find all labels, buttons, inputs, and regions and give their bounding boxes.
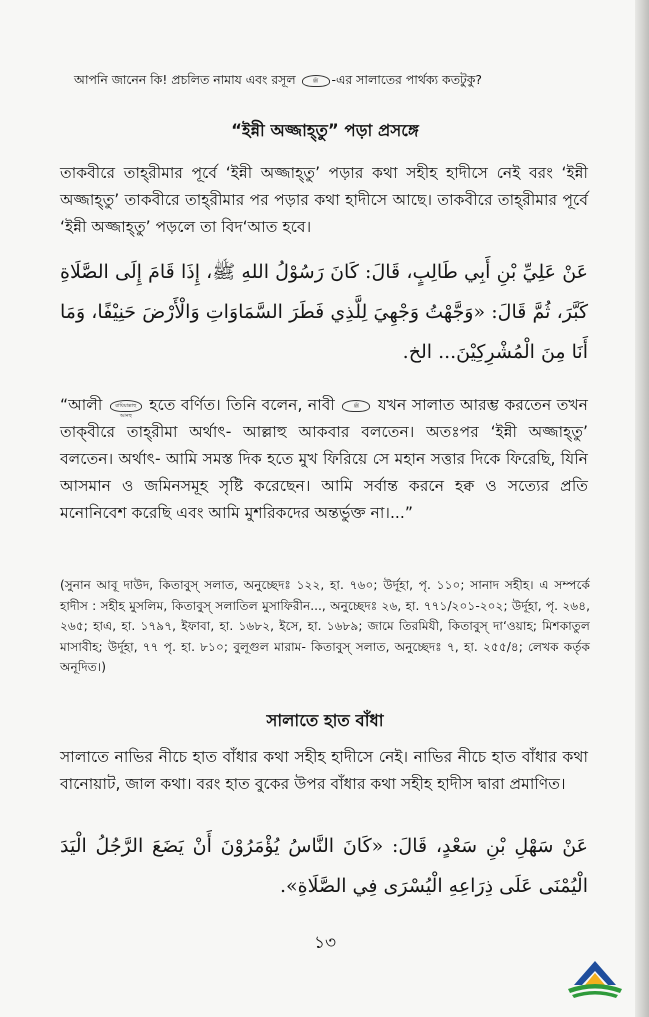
arabic-hadith-text-2: عَنْ سَهْلِ بْنِ سَعْدٍ، قَالَ: «كَانَ النَّاسُ يُؤْمَرُوْنَ أَنْ يَضَعَ الرَّجُلُ الْيَدَ الْيُمْنَى عَلَى ذِرَاعِهِ الْيُسْرَى فِي الصَّلَاةِ». <box>60 835 588 897</box>
arabic-hadith-text: عَنْ عَلِيِّ بْنِ أَبِي طَالِبٍ، قَالَ: كَانَ رَسُوْلُ اللهِ ﷺ، إِذَا قَامَ إِلَى الصَّلَاةِ كَبَّرَ، ثُمَّ قَالَ: «وَجَّهْتُ وَجْهِيَ لِلَّذِي فَطَرَ السَّمَاوَاتِ وَالْأَرْضَ حَنِيْفًا، وَمَا أَنَا مِنَ الْمُشْرِكِيْنَ... الخ. <box>60 261 588 363</box>
hadith-translation <box>60 392 588 527</box>
section2-intro-paragraph: সালাতে নাভির নীচে হাত বাঁধার কথা সহীহ হাদীসে নেই। নাভির নীচে হাত বাঁধার কথা বানোয়াট, জাল কথা। বরং হাত বুকের উপর বাঁধার কথা সহীহ হাদীস দ্বারা প্রমাণিত। <box>60 748 588 793</box>
section-heading-inni-wajjahtu: “ইন্নী অজ্জাহ্‌তু” পড়া প্রসঙ্গে <box>231 121 419 140</box>
hadith-reference-note: (সুনান আবূ দাউদ, কিতাবুস্‌ সলাত, অনুচ্ছেদঃ ১২২, হা. ৭৬০; উর্দূহা, পৃ. ১১০; সানাদ সহীহ। এ সম্পর্কে হাদীস : সহীহ মুসলিম, কিতাবুস্‌ সলাতিল মুসাফিরীন..., অনুচ্ছেদঃ ২৬, হা. ৭৭১/২০১-২০২; উর্দূহা, পৃ. ২৬৪, ২৬৫; হাএ, হা. ১৭৯৭, ইফাবা, হা. ১৬৮২, ইসে, হা. ১৬৮৯; জামে তিরমিযী, কিতাবুস্‌ দা‘ওয়াহ; মিশকাতুল মাসাবীহ; উর্দূহা, ৭৭ পৃ. হা. ৮১০; বুলূগুল মারাম- কিতাবুস্‌ সলাত, অনুচ্ছেদঃ ৭, হা. ২৫৫/৪; লেখক কর্তৃক অনূদিত।) <box>60 578 590 674</box>
translation-start: “আলী <box>60 396 103 414</box>
pbuh-calligraphy-icon: ﷺ <box>342 400 370 412</box>
section1-intro-paragraph: তাকবীরে তাহ্‌রীমার পূর্বে ‘ইন্নী অজ্জাহ্‌তু’ পড়ার কথা সহীহ হাদীসে নেই বরং ‘ইন্নী অজ্জাহ্‌তু’ তাকবীরে তাহ্‌রীমার পর পড়ার কথা হাদীসে আছে। তাকবীরে তাহ্‌রীমার পূর্বে ‘ইন্নী অজ্জাহ্‌তু’ পড়লে তা বিদ‘আত হবে। <box>60 164 588 236</box>
translation-end: যখন সালাত আরম্ভ করতেন তখন তাক্‌বীরে তাহ্‌রীমা অর্থাৎ- আল্লাহু আকবার বলতেন। অতঃপর ‘ইন্নী অজ্জাহ্‌তু’ বলতেন। অর্থাৎ- আমি সমস্ত দিক হতে মুখ ফিরিয়ে সে মহান সত্তার দিকে ফিরেছি, যিনি আসমান ও জমিনসমূহ সৃষ্টি করেছেন। আমি সর্বান্ত করনে হক্ব ও সত্যের প্রতি মনোনিবেশ করেছি এবং আমি মুশরিকদের অন্তর্ভুক্ত না।...” <box>60 396 588 522</box>
running-head <box>74 72 574 92</box>
translation-mid: হতে বর্ণিত। তিনি বলেন, নাবী <box>149 396 335 414</box>
running-head-title: আপনি জানেন কি! প্রচলিত নামায এবং রসূল <box>74 72 296 87</box>
radi-allahu-anhu-icon: রাযিয়াল্লাহু আনহু <box>110 400 142 412</box>
page-spine-shadow <box>635 0 649 1017</box>
publisher-logo-icon <box>560 955 630 1007</box>
page-number: ১৩ <box>313 933 337 953</box>
pbuh-calligraphy-icon: ﷺ <box>302 75 330 87</box>
section-heading-hand-placement: সালাতে হাত বাঁধা <box>266 711 384 730</box>
running-head-suffix: -এর সালাতের পার্থক্য কতটুকু? <box>331 72 483 87</box>
